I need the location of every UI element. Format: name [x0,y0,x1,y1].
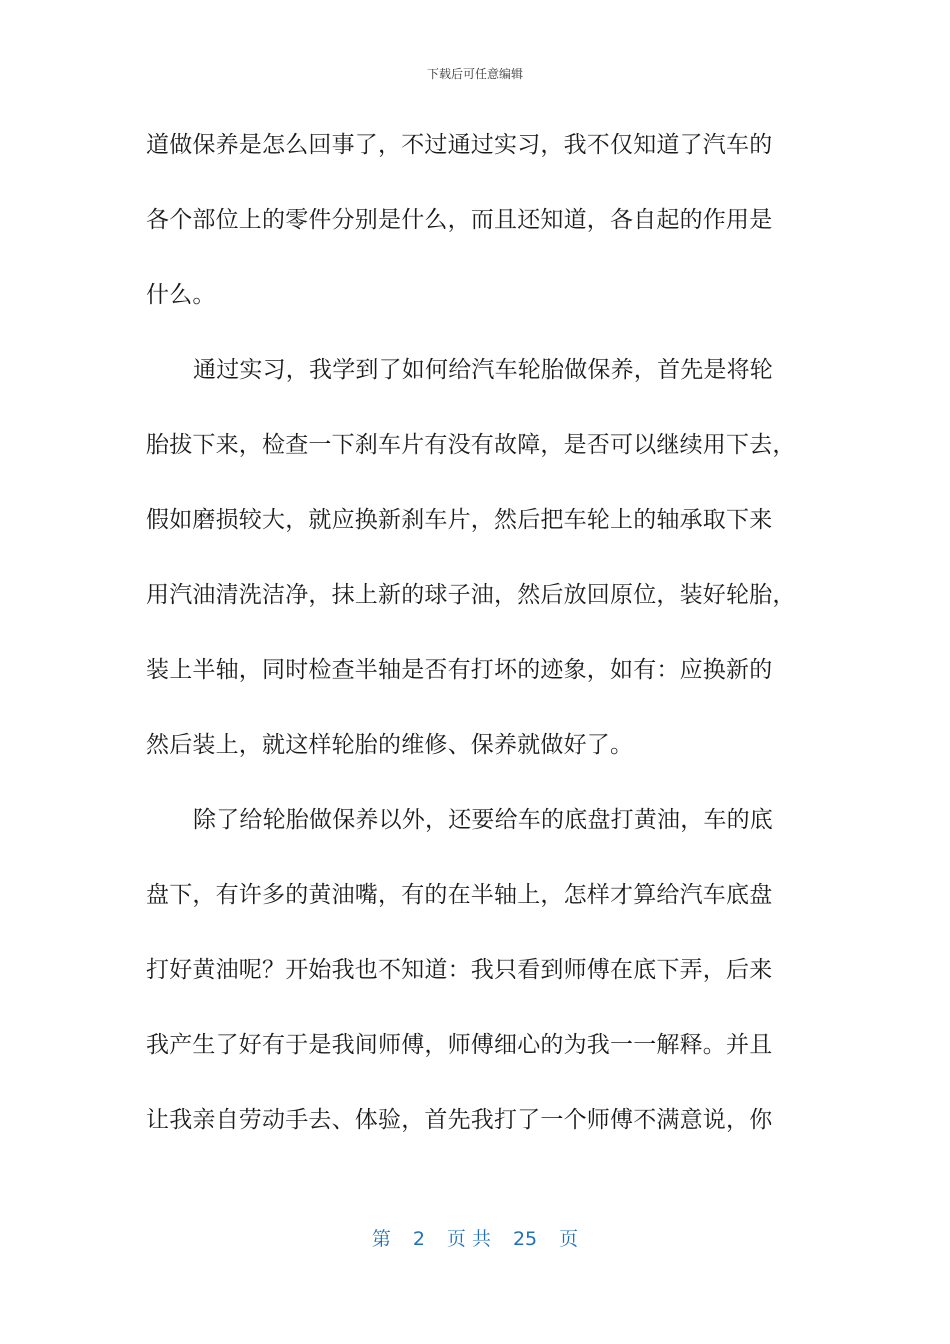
page-footer [0,1226,950,1252]
paragraph-start-line: 通过实习，我学到了如何给汽车轮胎做保养，首先是将轮 [193,357,773,383]
text-line: 道做保养是怎么回事了，不过通过实习，我不仅知道了汽车的 [146,132,773,158]
current-page-number: 2 [412,1228,425,1250]
text-line: 盘下，有许多的黄油嘴，有的在半轴上，怎样才算给汽车底盘 [146,882,773,908]
text-line: 胎拔下来，检查一下刹车片有没有故障，是否可以继续用下去， [146,432,796,458]
text-line: 我产生了好有于是我间师傅，师傅细心的为我一一解释。并且 [146,1032,773,1058]
text-line: 装上半轴，同时检查半轴是否有打坏的迹象，如有：应换新的 [146,657,773,683]
text-line: 然后装上，就这样轮胎的维修、保养就做好了。 [146,732,634,758]
page-of-label: 页 共 [446,1228,491,1250]
text-line: 假如磨损较大，就应换新刹车片，然后把车轮上的轴承取下来 [146,507,773,533]
paragraph-start-line: 除了给轮胎做保养以外，还要给车的底盘打黄油，车的底 [193,807,773,833]
text-line: 什么。 [146,282,216,308]
page-label: 第 [371,1228,391,1250]
text-line: 让我亲自劳动手去、体验，首先我打了一个师傅不满意说，你 [146,1107,773,1133]
page-end-label: 页 [559,1228,579,1250]
page-header: 下载后可任意编辑 [426,67,523,81]
text-line: 各个部位上的零件分别是什么，而且还知道，各自起的作用是 [146,207,773,233]
total-pages-number: 25 [512,1228,538,1250]
text-line: 用汽油清洗洁净，抹上新的球子油，然后放回原位，装好轮胎， [146,582,796,608]
text-line: 打好黄油呢？开始我也不知道：我只看到师傅在底下弄，后来 [146,957,773,983]
